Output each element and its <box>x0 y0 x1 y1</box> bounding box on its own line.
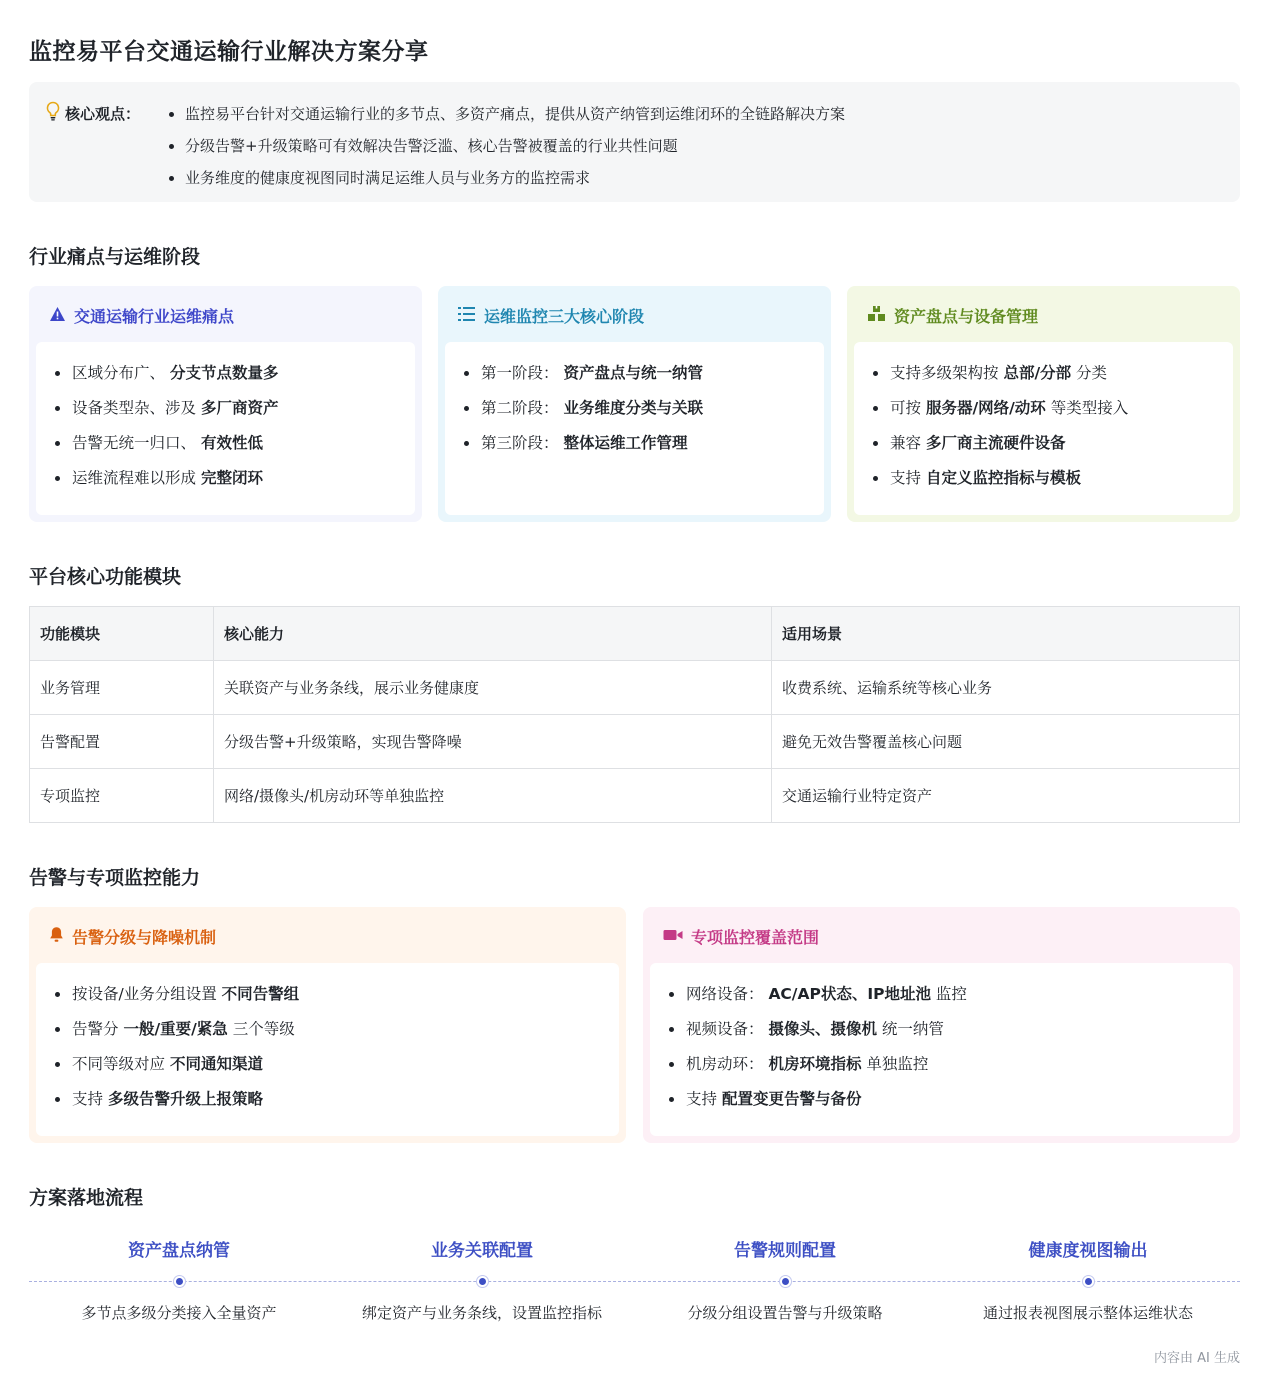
flow-connector-line <box>29 1281 1240 1282</box>
flow-step-title: 告警规则配置 <box>734 1241 836 1261</box>
warning-triangle-icon <box>49 306 66 326</box>
special-card-body <box>650 963 1233 1136</box>
stage-card-header <box>458 304 644 327</box>
flow-step-dot <box>477 1276 488 1287</box>
flow-step-desc: 多节点多级分类接入全量资产 <box>81 1304 277 1322</box>
list-item: 不同等级对应 不同通知渠道 <box>54 1051 299 1086</box>
special-card-title: 专项监控覆盖范围 <box>691 928 820 947</box>
list-item: 设备类型杂、涉及 多厂商资产 <box>54 395 278 430</box>
flow-step-title: 健康度视图输出 <box>1028 1241 1148 1261</box>
special-card <box>643 907 1240 1143</box>
pain-card <box>29 286 422 522</box>
list-item: 分级告警+升级策略可有效解决告警泛滥、核心告警被覆盖的行业共性问题 <box>169 130 845 162</box>
list-item: 业务维度的健康度视图同时满足运维人员与业务方的监控需求 <box>169 162 845 194</box>
flow-step-dot <box>780 1276 791 1287</box>
table-cell: 避免无效告警覆盖核心问题 <box>772 715 1240 769</box>
table-cell: 业务管理 <box>30 661 214 715</box>
flow-step <box>332 1236 632 1322</box>
list-icon <box>458 306 476 326</box>
table-cell: 告警配置 <box>30 715 214 769</box>
stage-card-title: 运维监控三大核心阶段 <box>484 307 645 326</box>
asset-card-title: 资产盘点与设备管理 <box>894 307 1039 326</box>
flow-step <box>938 1236 1238 1322</box>
list-item: 告警无统一归口、 有效性低 <box>54 430 278 465</box>
table-header-cell: 适用场景 <box>772 607 1240 661</box>
table-cell: 专项监控 <box>30 769 214 823</box>
flow-step <box>29 1236 329 1322</box>
list-item: 网络设备： AC/AP状态、IP地址池 监控 <box>668 981 967 1016</box>
core-view-panel <box>29 82 1240 202</box>
alarm-card <box>29 907 626 1143</box>
special-card-header <box>663 925 819 948</box>
section-title-pain: 行业痛点与运维阶段 <box>29 246 201 268</box>
list-item: 第二阶段： 业务维度分类与关联 <box>463 395 703 430</box>
stage-card <box>438 286 831 522</box>
list-item: 机房动环： 机房环境指标 单独监控 <box>668 1051 967 1086</box>
list-item: 支持 多级告警升级上报策略 <box>54 1086 299 1121</box>
core-view-label: 核心观点： <box>65 104 141 123</box>
table-row <box>30 769 1240 823</box>
table-cell: 关联资产与业务条线，展示业务健康度 <box>214 661 772 715</box>
flow-step-dot <box>1083 1276 1094 1287</box>
flow-step-dot <box>174 1276 185 1287</box>
core-view-list <box>169 98 845 194</box>
list-item: 按设备/业务分组设置 不同告警组 <box>54 981 299 1016</box>
list-item: 第三阶段： 整体运维工作管理 <box>463 430 703 465</box>
table-cell: 交通运输行业特定资产 <box>772 769 1240 823</box>
section-title-flow: 方案落地流程 <box>29 1187 144 1209</box>
flow-step-title: 业务关联配置 <box>431 1241 533 1261</box>
flow-step-desc: 分级分组设置告警与升级策略 <box>687 1304 883 1322</box>
ai-generated-note: 内容由 AI 生成 <box>1154 1351 1240 1366</box>
list-item: 监控易平台针对交通运输行业的多节点、多资产痛点，提供从资产纳管到运维闭环的全链路解决方案 <box>169 98 845 130</box>
table-header-cell: 核心能力 <box>214 607 772 661</box>
list-item: 运维流程难以形成 完整闭环 <box>54 465 278 500</box>
list-item: 第一阶段： 资产盘点与统一纳管 <box>463 360 703 395</box>
core-view-label-wrap <box>45 101 140 125</box>
bell-icon <box>49 926 64 947</box>
table-row <box>30 715 1240 769</box>
list-item: 兼容 多厂商主流硬件设备 <box>872 430 1128 465</box>
list-item: 可按 服务器/网络/动环 等类型接入 <box>872 395 1128 430</box>
list-item: 视频设备： 摄像头、摄像机 统一纳管 <box>668 1016 967 1051</box>
table-cell: 收费系统、运输系统等核心业务 <box>772 661 1240 715</box>
alarm-card-title: 告警分级与降噪机制 <box>72 928 217 947</box>
section-title-alarm: 告警与专项监控能力 <box>29 867 201 889</box>
flow-step-desc: 通过报表视图展示整体运维状态 <box>982 1304 1193 1322</box>
list-item: 支持 配置变更告警与备份 <box>668 1086 967 1121</box>
pain-card-body <box>36 342 415 515</box>
table-cell: 分级告警+升级策略，实现告警降噪 <box>214 715 772 769</box>
stage-card-body <box>445 342 824 515</box>
table-cell: 网络/摄像头/机房动环等单独监控 <box>214 769 772 823</box>
pain-card-header <box>49 304 234 327</box>
section-title-modules: 平台核心功能模块 <box>29 566 182 588</box>
flow-step-desc: 绑定资产与业务条线，设置监控指标 <box>361 1304 602 1322</box>
list-item: 支持 自定义监控指标与模板 <box>872 465 1128 500</box>
list-item: 告警分 一般/重要/紧急 三个等级 <box>54 1016 299 1051</box>
process-flow <box>29 1236 1240 1336</box>
boxes-icon <box>867 305 886 326</box>
alarm-card-header <box>49 925 216 948</box>
flow-step-title: 资产盘点纳管 <box>128 1241 230 1261</box>
table-row <box>30 661 1240 715</box>
asset-card <box>847 286 1240 522</box>
asset-card-header <box>867 304 1038 327</box>
flow-step <box>635 1236 935 1322</box>
list-item: 支持多级架构按 总部/分部 分类 <box>872 360 1128 395</box>
alarm-card-body <box>36 963 619 1136</box>
lightbulb-icon <box>45 101 61 125</box>
function-table <box>29 606 1240 823</box>
video-camera-icon <box>663 927 683 946</box>
pain-card-title: 交通运输行业运维痛点 <box>74 307 235 326</box>
asset-card-body <box>854 342 1233 515</box>
page-title: 监控易平台交通运输行业解决方案分享 <box>29 39 429 65</box>
table-header-cell: 功能模块 <box>30 607 214 661</box>
list-item: 区域分布广、 分支节点数量多 <box>54 360 278 395</box>
table-header-row <box>30 607 1240 661</box>
